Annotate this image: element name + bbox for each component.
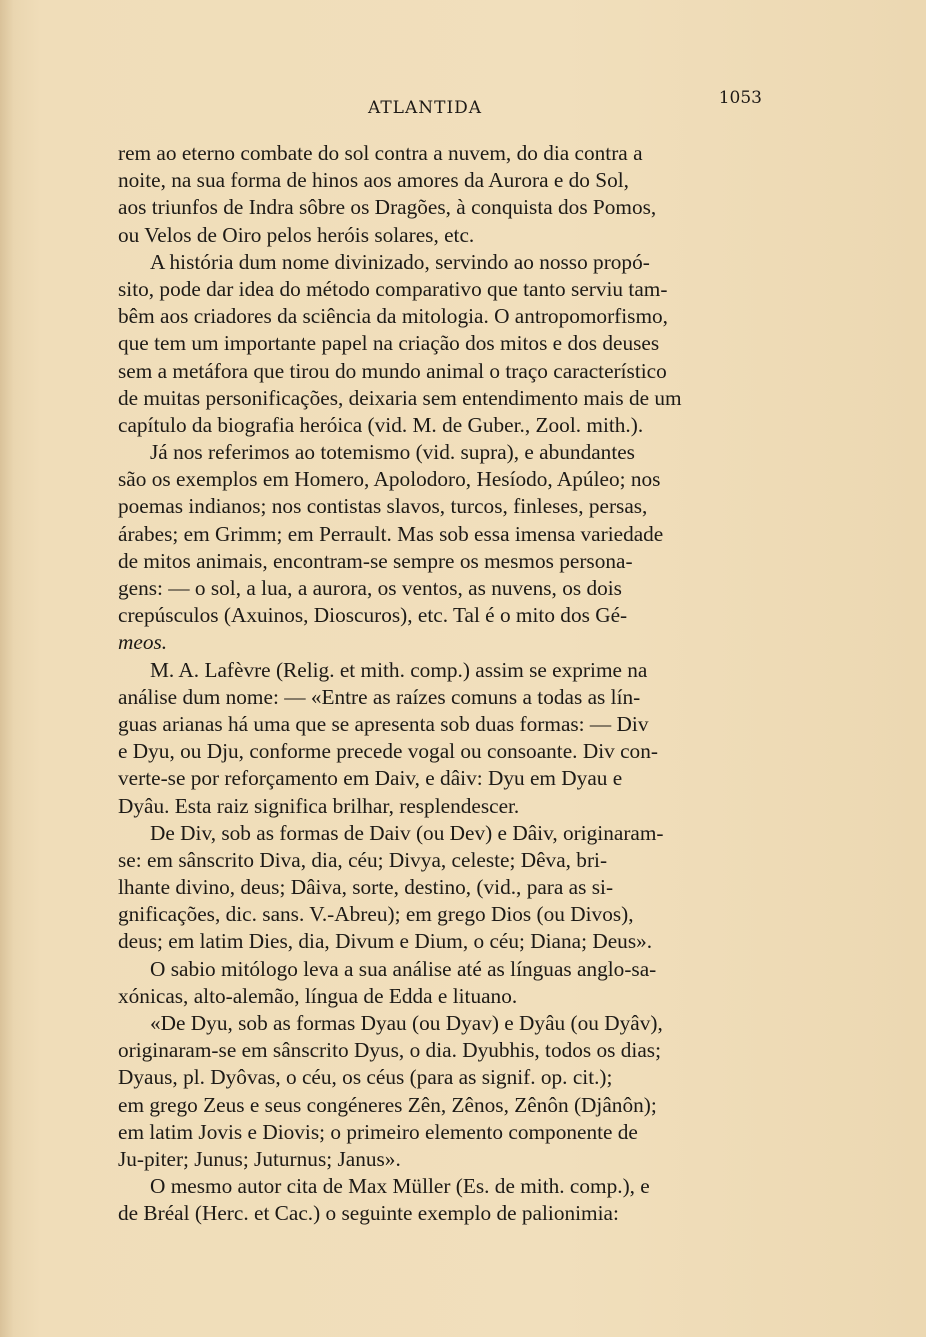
text-line: Dyâu. Esta raiz significa brilhar, resplendescer.: [118, 793, 520, 818]
running-title: ATLANTIDA: [368, 98, 483, 118]
text-line: M. A. Lafèvre (Relig. et mith. comp.) assim se exprime na: [150, 657, 648, 682]
text-line: O sabio mitólogo leva a sua análise até as línguas anglo-sa-: [150, 956, 657, 981]
text-line: em grego Zeus e seus congéneres Zên, Zênos, Zênôn (Djânôn);: [118, 1092, 657, 1117]
text-line: análise dum nome: — «Entre as raízes comuns a todas as lín-: [118, 684, 641, 709]
text-line: de Bréal (Herc. et Cac.) o seguinte exemplo de palionimia:: [118, 1201, 619, 1226]
text-line: rem ao eterno combate do sol contra a nuvem, do dia contra a: [118, 141, 643, 165]
text-line: «De Dyu, sob as formas Dyau (ou Dyav) e Dyâu (ou Dyâv),: [150, 1011, 663, 1035]
text-line: bêm aos criadores da sciência da mitologia. O antropomorfismo,: [118, 304, 669, 329]
text-line: crepúsculos (Axuinos, Dioscuros), etc. Tal é o mito dos Gé-: [118, 603, 628, 628]
text-line: Ju-piter; Junus; Juturnus; Janus».: [118, 1146, 401, 1171]
text-line: que tem um importante papel na criação dos mitos e dos deuses: [118, 331, 660, 356]
text-line: gens: — o sol, a lua, a aurora, os ventos, as nuvens, os dois: [118, 576, 622, 600]
text-line: Dyaus, pl. Dyôvas, o céu, os céus (para as signif. op. cit.);: [118, 1065, 613, 1090]
page-number: 1053: [718, 88, 762, 108]
text-line: lhante divino, deus; Dâiva, sorte, destino, (vid., para as si-: [118, 875, 614, 900]
text-line: e Dyu, ou Dju, conforme precede vogal ou consoante. Div con-: [118, 739, 658, 764]
text-line: sito, pode dar idea do método comparativo que tanto serviu tam-: [118, 276, 668, 301]
text-line: de muitas personificações, deixaria sem entendimento mais de um: [118, 385, 682, 410]
text-line: se: em sânscrito Diva, dia, céu; Divya, celeste; Dêva, bri-: [118, 847, 608, 872]
text-line: guas arianas há uma que se apresenta sob duas formas: — Div: [118, 711, 649, 736]
text-line: Já nos referimos ao totemismo (vid. supra), e abundantes: [150, 440, 635, 465]
body-text: [118, 140, 768, 1228]
text-line: aos triunfos de Indra sôbre os Dragões, à conquista dos Pomos,: [118, 195, 657, 220]
text-line: em latim Jovis e Diovis; o primeiro elemento componente de: [118, 1119, 638, 1144]
text-line: originaram-se em sânscrito Dyus, o dia. Dyubhis, todos os dias;: [118, 1038, 661, 1063]
text-line: De Div, sob as formas de Daiv (ou Dev) e Dâiv, originaram-: [150, 820, 664, 845]
text-line: são os exemplos em Homero, Apolodoro, Hesíodo, Apúleo; nos: [118, 467, 661, 492]
text-line: sem a metáfora que tirou do mundo animal o traço característico: [118, 358, 667, 383]
text-line: xónicas, alto-alemão, língua de Edda e lituano.: [118, 983, 518, 1008]
text-line: deus; em latim Dies, dia, Divum e Dium, o céu; Diana; Deus».: [118, 929, 653, 954]
text-line: de mitos animais, encontram-se sempre os mesmos persona-: [118, 548, 633, 573]
text-line: O mesmo autor cita de Max Müller (Es. de mith. comp.), e: [150, 1174, 650, 1199]
page-header: [118, 88, 768, 124]
text-line: verte-se por reforçamento em Daiv, e dâiv: Dyu em Dyau e: [118, 766, 623, 791]
text-line: capítulo da biografia heróica (vid. M. de Guber., Zool. mith.).: [118, 412, 644, 437]
text-line: noite, na sua forma de hinos aos amores da Aurora e do Sol,: [118, 168, 630, 193]
text-line: gnificações, dic. sans. V.-Abreu); em grego Dios (ou Divos),: [118, 902, 634, 927]
text-line: árabes; em Grimm; em Perrault. Mas sob essa imensa variedade: [118, 521, 664, 546]
text-line: ou Velos de Oiro pelos heróis solares, etc.: [118, 222, 475, 247]
text-line: poemas indianos; nos contistas slavos, turcos, finleses, persas,: [118, 494, 648, 519]
text-line: meos.: [118, 630, 168, 655]
text-line: A história dum nome divinizado, servindo ao nosso propó-: [150, 249, 650, 274]
